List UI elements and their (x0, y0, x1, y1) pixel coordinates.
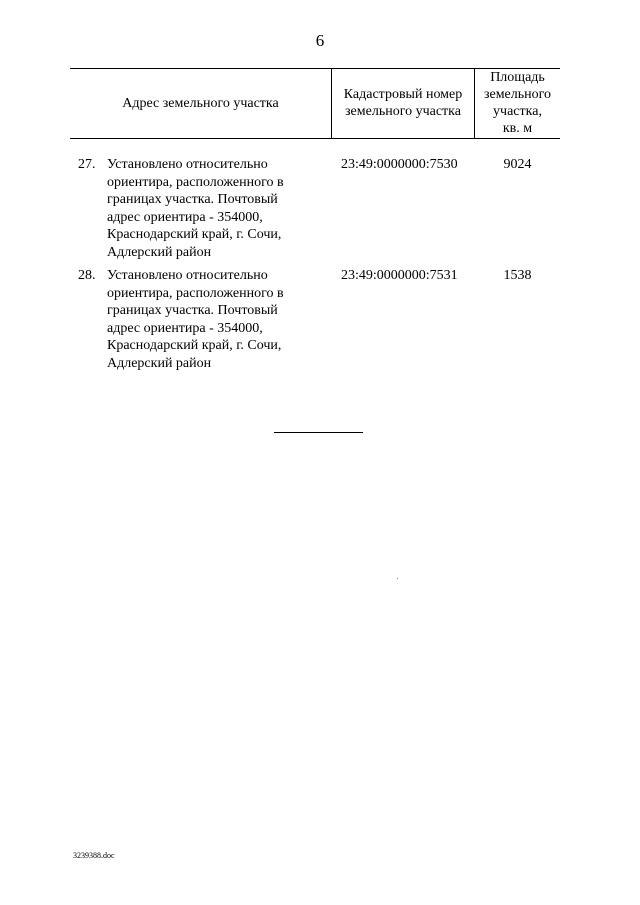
header-cadastral (332, 86, 474, 120)
header-area-line: участка, (493, 104, 542, 119)
row-address (107, 156, 312, 262)
address-line: границах участка. Почтовый (107, 303, 278, 319)
header-area-line: Площадь (490, 70, 545, 85)
address-line: Краснодарский край, г. Сочи, (107, 338, 282, 354)
file-reference: 3239388.doc (73, 851, 115, 860)
table-row (70, 267, 560, 375)
end-separator (274, 432, 363, 433)
row-number: 27. (78, 157, 96, 172)
address-line: ориентира, расположенного в (107, 174, 284, 190)
address-line: Установлено относительно (107, 157, 268, 172)
row-cadastral-number: 23:49:0000000:7530 (341, 157, 458, 172)
address-line: ориентира, расположенного в (107, 285, 284, 301)
address-line: адрес ориентира - 354000, (107, 209, 263, 225)
row-area: 1538 (503, 268, 532, 283)
header-area (475, 69, 560, 137)
page-number: 6 (315, 31, 325, 50)
address-line: Установлено относительно (107, 268, 268, 283)
row-area: 9024 (503, 157, 532, 172)
address-line: адрес ориентира - 354000, (107, 320, 263, 336)
row-number: 28. (78, 268, 96, 283)
row-address (107, 267, 312, 373)
header-address: Адрес земельного участка (122, 96, 279, 111)
header-cadastral-line: земельного участка (345, 104, 461, 119)
header-area-line: кв. м (502, 121, 533, 136)
row-cadastral-number: 23:49:0000000:7531 (341, 268, 458, 283)
address-line: границах участка. Почтовый (107, 192, 278, 208)
header-area-line: земельного (483, 87, 552, 102)
scan-speck (397, 578, 398, 579)
header-cadastral-line: Кадастровый номер (343, 87, 463, 102)
table-header-rule (70, 138, 560, 139)
address-line: Адлерский район (107, 244, 212, 260)
address-line: Краснодарский край, г. Сочи, (107, 227, 282, 243)
address-line: Адлерский район (107, 355, 212, 371)
table-row (70, 156, 560, 264)
